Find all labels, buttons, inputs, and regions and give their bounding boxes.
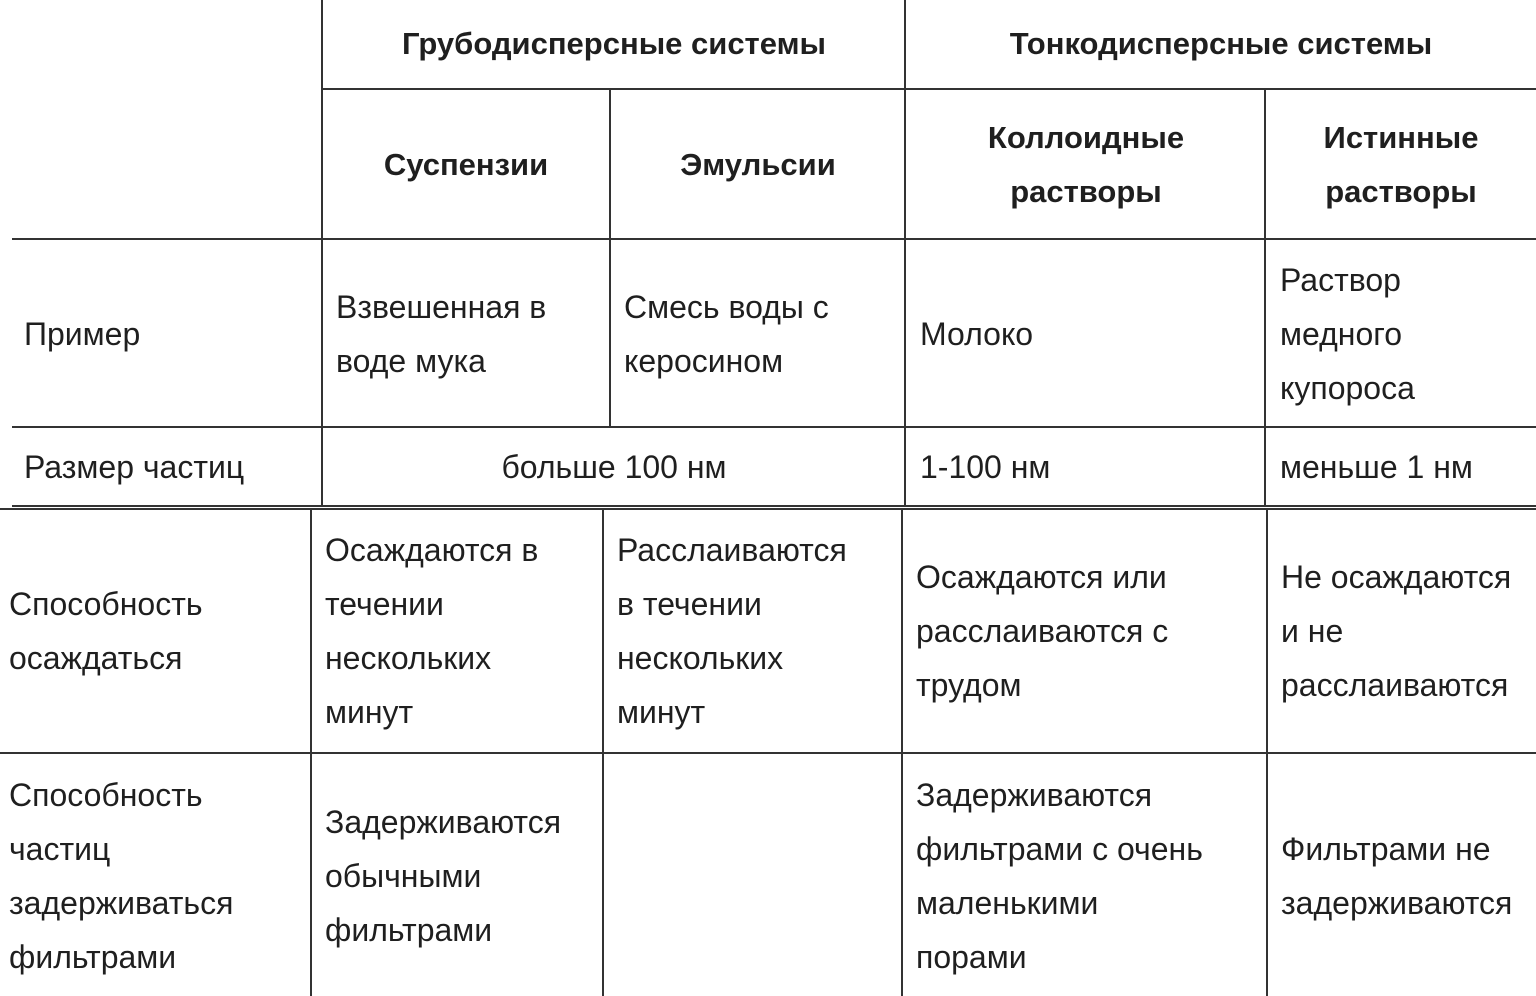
cell-filtration-emulsions — [603, 755, 902, 996]
cell-size-coarse: больше 100 нм — [501, 449, 727, 485]
grid-line — [901, 508, 903, 996]
grid-line — [602, 508, 604, 996]
grid-line — [609, 89, 611, 427]
header-col-emulsions: Эмульсии — [680, 147, 836, 182]
cell-example-colloids: Молоко — [920, 315, 1034, 352]
grid-line — [310, 508, 312, 996]
header-col-true-solutions: Истинные растворы — [1323, 120, 1479, 209]
header-col-suspensions: Суспензии — [383, 147, 549, 182]
grid-line — [1266, 508, 1268, 996]
grid-line — [1264, 89, 1266, 507]
grid-line — [904, 0, 906, 507]
cell-example-emulsions: Смесь воды с керосином — [624, 288, 829, 379]
cell-sedimentation-colloids: Осаждаются или расслаиваются с трудом — [916, 559, 1169, 703]
grid-line — [12, 426, 1536, 428]
cell-example-true-solutions: Раствор медного купороса — [1280, 261, 1415, 406]
row-label-filtration: Способность частиц задерживаться фильтрами — [9, 776, 234, 975]
grid-line — [12, 238, 1536, 240]
row-label-particle-size: Размер частиц — [24, 449, 245, 485]
header-col-colloids: Коллоидные растворы — [987, 120, 1185, 209]
cell-filtration-colloids: Задерживаются фильтрами с очень маленькими порами — [916, 776, 1203, 975]
grid-line — [0, 752, 1536, 754]
cell-filtration-true-solutions: Фильтрами не задерживаются — [1281, 830, 1513, 921]
header-fine-group: Тонкодисперсные системы — [1009, 26, 1433, 61]
cell-size-true-solutions: меньше 1 нм — [1280, 449, 1473, 485]
grid-line — [322, 88, 1536, 90]
cell-filtration-suspensions: Задерживаются обычными фильтрами — [325, 803, 562, 948]
cell-size-colloids: 1-100 нм — [920, 449, 1051, 485]
row-label-example: Пример — [24, 315, 141, 352]
header-coarse-group: Грубодисперсные системы — [402, 26, 826, 61]
cell-sedimentation-true-solutions: Не осаждаются и не расслаиваются — [1281, 559, 1512, 703]
cell-sedimentation-emulsions: Расслаиваются в течении нескольких минут — [617, 532, 847, 730]
cell-sedimentation-suspensions: Осаждаются в течении нескольких минут — [325, 532, 539, 730]
grid-line — [321, 0, 323, 507]
row-label-sedimentation: Способность осаждаться — [9, 586, 203, 676]
grid-line — [12, 505, 1536, 507]
cell-example-suspensions: Взвешенная в воде мука — [336, 288, 547, 379]
grid-line — [0, 508, 1536, 510]
